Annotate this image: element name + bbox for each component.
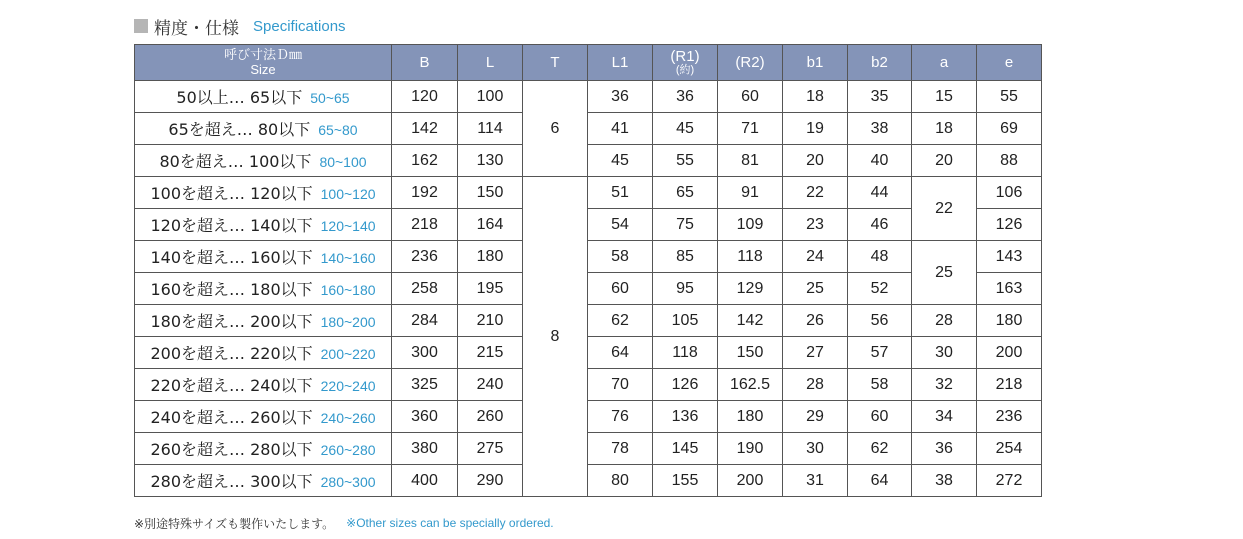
header-b1: b1 xyxy=(783,45,848,81)
cell-L1: 78 xyxy=(588,433,653,465)
cell-R1: 45 xyxy=(653,113,718,145)
cell-R2: 91 xyxy=(718,177,783,209)
cell-R1: 155 xyxy=(653,465,718,497)
cell-R1: 55 xyxy=(653,145,718,177)
cell-R2: 180 xyxy=(718,401,783,433)
cell-R2: 71 xyxy=(718,113,783,145)
cell-b2: 48 xyxy=(848,241,912,273)
cell-a: 25 xyxy=(912,241,977,305)
cell-B: 258 xyxy=(392,273,458,305)
cell-b1: 18 xyxy=(783,81,848,113)
cell-e: 69 xyxy=(977,113,1042,145)
cell-e: 163 xyxy=(977,273,1042,305)
size-cell: 50以上… 65以下 50~65 xyxy=(135,81,392,113)
cell-b1: 23 xyxy=(783,209,848,241)
cell-L: 114 xyxy=(458,113,523,145)
cell-R2: 200 xyxy=(718,465,783,497)
header-R1: (R1) (約) xyxy=(653,45,718,81)
size-cell: 220を超え… 240以下 220~240 xyxy=(135,369,392,401)
size-cell: 65を超え… 80以下 65~80 xyxy=(135,113,392,145)
cell-b1: 27 xyxy=(783,337,848,369)
cell-L: 130 xyxy=(458,145,523,177)
cell-R1: 75 xyxy=(653,209,718,241)
cell-L1: 45 xyxy=(588,145,653,177)
cell-R2: 81 xyxy=(718,145,783,177)
footnote xyxy=(134,514,554,532)
cell-a: 36 xyxy=(912,433,977,465)
cell-R2: 129 xyxy=(718,273,783,305)
cell-L1: 64 xyxy=(588,337,653,369)
cell-L: 164 xyxy=(458,209,523,241)
cell-R2: 118 xyxy=(718,241,783,273)
cell-a: 30 xyxy=(912,337,977,369)
table-row xyxy=(135,273,1042,305)
cell-B: 284 xyxy=(392,305,458,337)
cell-a: 28 xyxy=(912,305,977,337)
table-row xyxy=(135,401,1042,433)
cell-e: 180 xyxy=(977,305,1042,337)
size-cell: 200を超え… 220以下 200~220 xyxy=(135,337,392,369)
cell-R1: 126 xyxy=(653,369,718,401)
cell-L: 100 xyxy=(458,81,523,113)
cell-a: 34 xyxy=(912,401,977,433)
cell-B: 162 xyxy=(392,145,458,177)
size-cell: 240を超え… 260以下 240~260 xyxy=(135,401,392,433)
cell-e: 55 xyxy=(977,81,1042,113)
size-cell: 160を超え… 180以下 160~180 xyxy=(135,273,392,305)
cell-b1: 22 xyxy=(783,177,848,209)
cell-e: 106 xyxy=(977,177,1042,209)
cell-R1: 136 xyxy=(653,401,718,433)
size-cell: 280を超え… 300以下 280~300 xyxy=(135,465,392,497)
cell-R2: 60 xyxy=(718,81,783,113)
cell-L1: 62 xyxy=(588,305,653,337)
cell-T: 6 xyxy=(523,81,588,177)
cell-R1: 95 xyxy=(653,273,718,305)
cell-a: 15 xyxy=(912,81,977,113)
cell-R2: 142 xyxy=(718,305,783,337)
cell-L: 195 xyxy=(458,273,523,305)
cell-b1: 30 xyxy=(783,433,848,465)
heading-square-icon xyxy=(134,19,148,33)
cell-R2: 150 xyxy=(718,337,783,369)
cell-b2: 57 xyxy=(848,337,912,369)
cell-R1: 36 xyxy=(653,81,718,113)
cell-L: 275 xyxy=(458,433,523,465)
header-size: 呼び寸法Ｄ㎜ Size xyxy=(135,45,392,81)
cell-e: 218 xyxy=(977,369,1042,401)
cell-L1: 76 xyxy=(588,401,653,433)
table-row xyxy=(135,369,1042,401)
cell-L: 260 xyxy=(458,401,523,433)
size-cell: 120を超え… 140以下 120~140 xyxy=(135,209,392,241)
section-heading xyxy=(134,14,346,38)
size-cell: 140を超え… 160以下 140~160 xyxy=(135,241,392,273)
cell-R2: 190 xyxy=(718,433,783,465)
cell-b2: 62 xyxy=(848,433,912,465)
cell-B: 360 xyxy=(392,401,458,433)
size-cell: 180を超え… 200以下 180~200 xyxy=(135,305,392,337)
cell-a: 18 xyxy=(912,113,977,145)
header-e: e xyxy=(977,45,1042,81)
cell-b1: 29 xyxy=(783,401,848,433)
cell-e: 236 xyxy=(977,401,1042,433)
cell-a: 38 xyxy=(912,465,977,497)
cell-B: 192 xyxy=(392,177,458,209)
cell-L1: 80 xyxy=(588,465,653,497)
header-T: T xyxy=(523,45,588,81)
cell-b1: 28 xyxy=(783,369,848,401)
cell-R1: 118 xyxy=(653,337,718,369)
table-row xyxy=(135,305,1042,337)
cell-e: 200 xyxy=(977,337,1042,369)
cell-b2: 44 xyxy=(848,177,912,209)
cell-e: 272 xyxy=(977,465,1042,497)
cell-R2: 109 xyxy=(718,209,783,241)
table-row xyxy=(135,113,1042,145)
table-row xyxy=(135,241,1042,273)
header-R2: (R2) xyxy=(718,45,783,81)
cell-L1: 58 xyxy=(588,241,653,273)
cell-L1: 70 xyxy=(588,369,653,401)
cell-B: 325 xyxy=(392,369,458,401)
size-cell: 80を超え… 100以下 80~100 xyxy=(135,145,392,177)
cell-b1: 20 xyxy=(783,145,848,177)
cell-B: 400 xyxy=(392,465,458,497)
table-row xyxy=(135,337,1042,369)
cell-b1: 31 xyxy=(783,465,848,497)
cell-e: 143 xyxy=(977,241,1042,273)
header-a: a xyxy=(912,45,977,81)
cell-b2: 40 xyxy=(848,145,912,177)
heading-jp: 精度・仕様 xyxy=(154,18,239,39)
table-row xyxy=(135,433,1042,465)
footnote-en: ※Other sizes can be specially ordered. xyxy=(346,516,554,530)
cell-b2: 56 xyxy=(848,305,912,337)
cell-R2: 162.5 xyxy=(718,369,783,401)
cell-B: 120 xyxy=(392,81,458,113)
cell-b1: 25 xyxy=(783,273,848,305)
header-B: B xyxy=(392,45,458,81)
cell-L1: 41 xyxy=(588,113,653,145)
cell-B: 218 xyxy=(392,209,458,241)
heading-en: Specifications xyxy=(253,17,346,35)
size-cell: 100を超え… 120以下 100~120 xyxy=(135,177,392,209)
spec-table xyxy=(134,44,1042,497)
cell-b2: 38 xyxy=(848,113,912,145)
table-row xyxy=(135,81,1042,113)
cell-b2: 46 xyxy=(848,209,912,241)
table-row xyxy=(135,145,1042,177)
cell-a: 32 xyxy=(912,369,977,401)
cell-L1: 60 xyxy=(588,273,653,305)
header-b2: b2 xyxy=(848,45,912,81)
cell-L1: 36 xyxy=(588,81,653,113)
cell-B: 142 xyxy=(392,113,458,145)
table-row xyxy=(135,177,1042,209)
cell-b2: 52 xyxy=(848,273,912,305)
cell-L: 210 xyxy=(458,305,523,337)
header-L: L xyxy=(458,45,523,81)
cell-R1: 85 xyxy=(653,241,718,273)
cell-T: 8 xyxy=(523,177,588,497)
cell-L: 290 xyxy=(458,465,523,497)
cell-b2: 58 xyxy=(848,369,912,401)
cell-L1: 51 xyxy=(588,177,653,209)
cell-L: 180 xyxy=(458,241,523,273)
cell-R1: 65 xyxy=(653,177,718,209)
cell-L: 150 xyxy=(458,177,523,209)
cell-b2: 35 xyxy=(848,81,912,113)
cell-B: 236 xyxy=(392,241,458,273)
cell-B: 380 xyxy=(392,433,458,465)
cell-a: 20 xyxy=(912,145,977,177)
size-cell: 260を超え… 280以下 260~280 xyxy=(135,433,392,465)
header-row xyxy=(135,45,1042,81)
cell-R1: 105 xyxy=(653,305,718,337)
cell-b1: 24 xyxy=(783,241,848,273)
cell-a: 22 xyxy=(912,177,977,241)
table-row xyxy=(135,209,1042,241)
cell-b2: 60 xyxy=(848,401,912,433)
cell-R1: 145 xyxy=(653,433,718,465)
cell-e: 88 xyxy=(977,145,1042,177)
cell-b1: 26 xyxy=(783,305,848,337)
cell-L: 240 xyxy=(458,369,523,401)
cell-e: 126 xyxy=(977,209,1042,241)
cell-L1: 54 xyxy=(588,209,653,241)
table-row xyxy=(135,465,1042,497)
cell-e: 254 xyxy=(977,433,1042,465)
footnote-jp: ※別途特殊サイズも製作いたします。 xyxy=(134,516,335,531)
cell-b1: 19 xyxy=(783,113,848,145)
cell-b2: 64 xyxy=(848,465,912,497)
cell-L: 215 xyxy=(458,337,523,369)
cell-B: 300 xyxy=(392,337,458,369)
header-L1: L1 xyxy=(588,45,653,81)
